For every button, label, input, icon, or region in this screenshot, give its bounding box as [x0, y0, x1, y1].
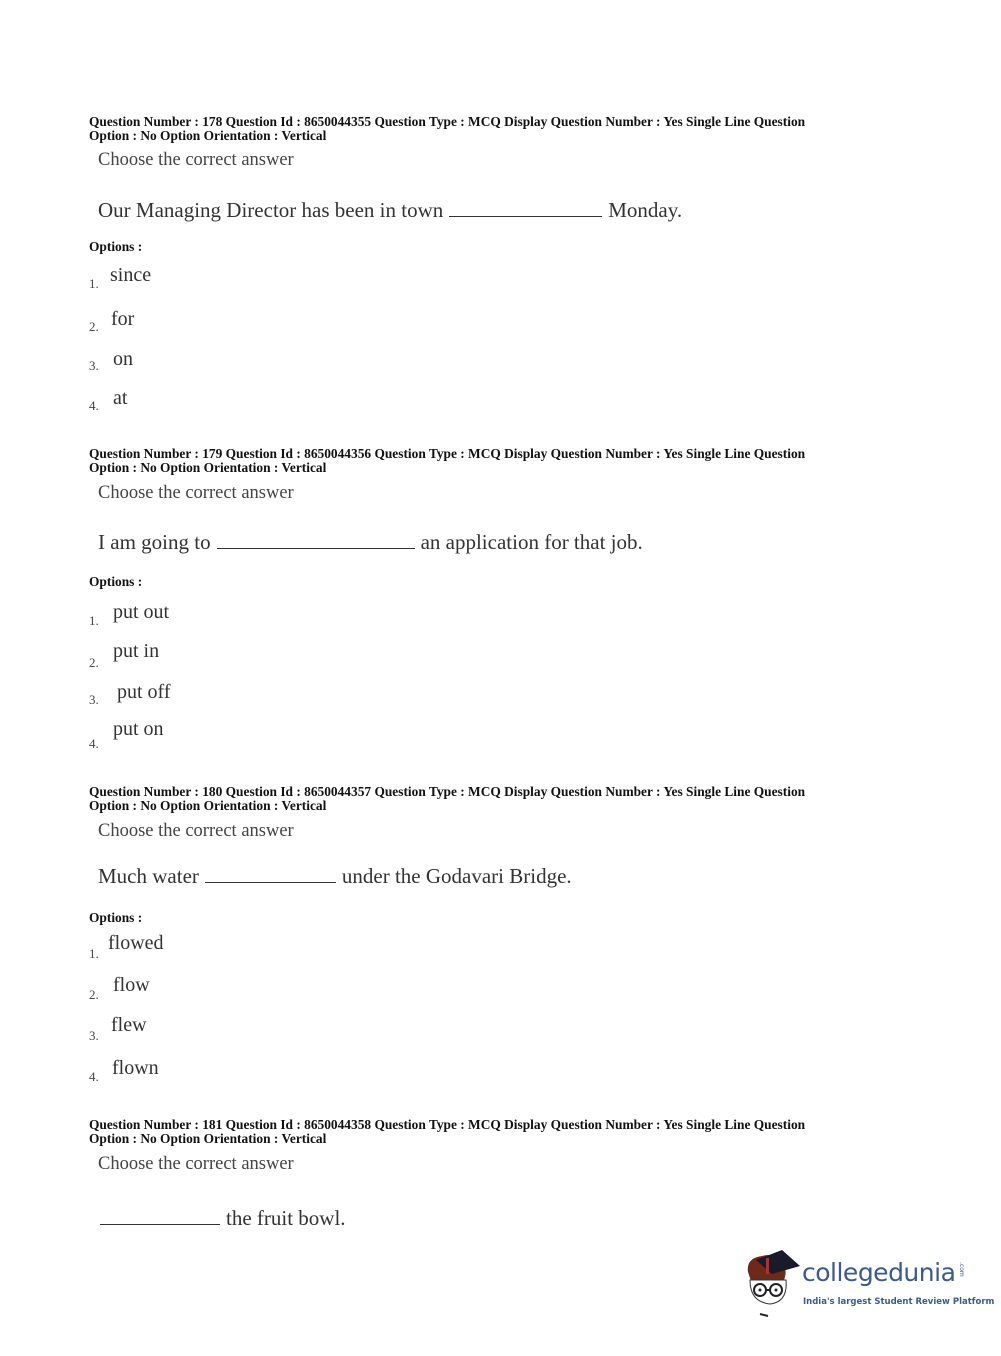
- question-stem: [98, 864, 572, 889]
- question-instruction: Choose the correct answer: [98, 483, 294, 503]
- option-text: flow: [113, 974, 150, 996]
- option-number: 1.: [89, 946, 99, 961]
- option-text: for: [111, 308, 135, 330]
- question-header-line1: Question Number : 180 Question Id : 8650044357 Question Type : MCQ Display Question Number : Yes Single Line Question: [89, 784, 806, 799]
- option-text: put out: [113, 601, 170, 623]
- answer-blank: [449, 198, 602, 217]
- question-header-line1: Question Number : 179 Question Id : 8650044356 Question Type : MCQ Display Question Number : Yes Single Line Question: [89, 446, 806, 461]
- question-stem: [98, 198, 682, 223]
- option-text: put off: [117, 681, 171, 703]
- question-stem: [98, 1206, 346, 1231]
- stem-text-before: Our Managing Director has been in town: [98, 198, 444, 222]
- option-text: flew: [111, 1014, 147, 1036]
- option-text: flowed: [108, 932, 164, 954]
- option-text: put in: [113, 640, 160, 662]
- mascot-icon: [742, 1250, 802, 1320]
- option-number: 4.: [89, 1069, 99, 1084]
- question-header: [89, 447, 805, 475]
- option-text: at: [113, 387, 128, 409]
- stem-text-after: under the Godavari Bridge.: [341, 864, 572, 888]
- option-number: 4.: [89, 398, 99, 413]
- stem-text-before: Much water: [98, 864, 199, 888]
- question-header: [89, 1118, 805, 1146]
- option-number: 2.: [89, 655, 99, 670]
- logo-tagline: India's largest Student Review Platform: [803, 1297, 995, 1307]
- stem-text-after: an application for that job.: [420, 530, 643, 554]
- question-header-line2: Option : No Option Orientation : Vertical: [89, 460, 327, 475]
- option-text: on: [113, 348, 133, 370]
- option-text: flown: [112, 1057, 159, 1079]
- question-instruction: Choose the correct answer: [98, 821, 294, 841]
- options-label: Options :: [89, 239, 143, 254]
- logo-wordmark: collegedunia: [802, 1258, 956, 1287]
- option-number: 1.: [89, 276, 99, 291]
- question-header: [89, 115, 805, 143]
- option-number: 1.: [89, 613, 99, 628]
- question-instruction: Choose the correct answer: [98, 150, 294, 170]
- option-number: 2.: [89, 987, 99, 1002]
- option-text: since: [110, 264, 152, 286]
- question-header-line1: Question Number : 178 Question Id : 8650044355 Question Type : MCQ Display Question Number : Yes Single Line Question: [89, 114, 806, 129]
- option-number: 3.: [89, 692, 99, 707]
- option-text: put on: [113, 718, 164, 740]
- logo-suffix: .com: [958, 1262, 965, 1277]
- options-label: Options :: [89, 910, 143, 925]
- stem-text-after: Monday.: [608, 198, 683, 222]
- option-number: 3.: [89, 1028, 99, 1043]
- question-header-line2: Option : No Option Orientation : Vertical: [89, 128, 327, 143]
- stem-text-after: the fruit bowl.: [226, 1206, 346, 1230]
- option-number: 3.: [89, 358, 99, 373]
- question-header-line2: Option : No Option Orientation : Vertical: [89, 1131, 327, 1146]
- question-header: [89, 785, 805, 813]
- question-header-line1: Question Number : 181 Question Id : 8650044358 Question Type : MCQ Display Question Number : Yes Single Line Question: [89, 1117, 806, 1132]
- question-stem: [98, 530, 643, 555]
- stem-text-before: I am going to: [98, 530, 211, 554]
- question-instruction: Choose the correct answer: [98, 1154, 294, 1174]
- collegedunia-logo: [742, 1250, 995, 1320]
- option-number: 2.: [89, 319, 99, 334]
- answer-blank: [217, 530, 415, 549]
- question-header-line2: Option : No Option Orientation : Vertical: [89, 798, 327, 813]
- answer-blank: [100, 1206, 220, 1225]
- option-number: 4.: [89, 736, 99, 751]
- options-label: Options :: [89, 574, 143, 589]
- answer-blank: [205, 864, 336, 883]
